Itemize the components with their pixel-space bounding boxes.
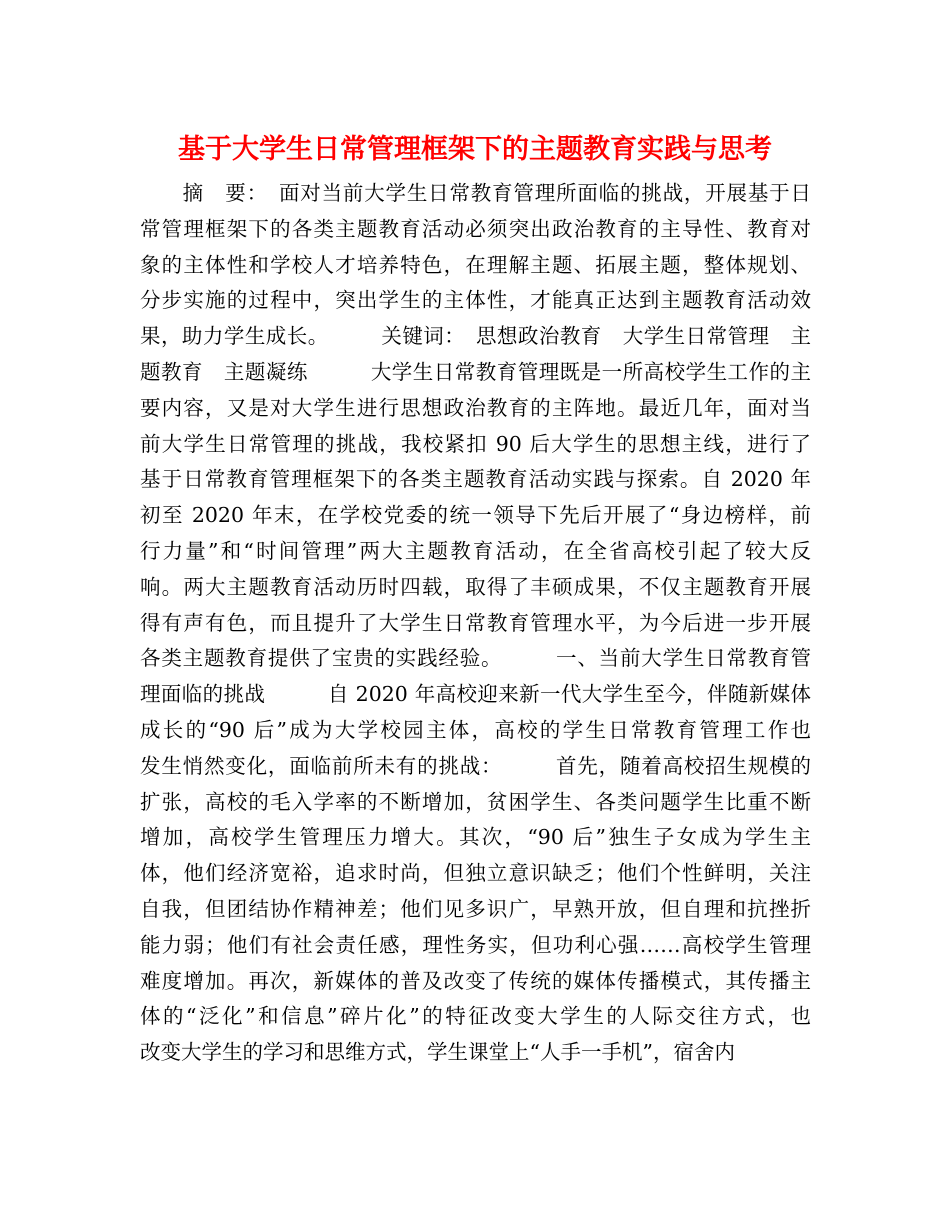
body-line: 象的主体性和学校人才培养特色，在理解主题、拓展主题，整体规划、 <box>140 252 811 277</box>
body-line: 能力弱；他们有社会责任感，理性务实，但功利心强……高校学生管理 <box>140 932 811 957</box>
body-line: 分步实施的过程中，突出学生的主体性，才能真正达到主题教育活动效 <box>140 288 811 313</box>
body-line: 前大学生日常管理的挑战，我校紧扣 90 后大学生的思想主线，进行了 <box>140 431 811 456</box>
body-line: 各类主题教育提供了宝贵的实践经验。 一、当前大学生日常教育管 <box>140 646 811 671</box>
body-line: 自我，但团结协作精神差；他们见多识广，早熟开放，但自理和抗挫折 <box>140 896 811 921</box>
body-line: 理面临的挑战 自 2020 年高校迎来新一代大学生至今，伴随新媒体 <box>140 682 811 707</box>
document-body <box>140 176 811 1071</box>
body-line: 响。两大主题教育活动历时四载，取得了丰硕成果，不仅主题教育开展 <box>140 574 811 599</box>
body-line: 增加，高校学生管理压力增大。其次，“90 后”独生子女成为学生主 <box>140 825 811 850</box>
body-line: 常管理框架下的各类主题教育活动必须突出政治教育的主导性、教育对 <box>140 216 811 241</box>
body-line: 题教育 主题凝练 大学生日常教育管理既是一所高校学生工作的主 <box>140 359 811 384</box>
body-line: 发生悄然变化，面临前所未有的挑战： 首先，随着高校招生规模的 <box>140 753 811 778</box>
body-line: 摘 要： 面对当前大学生日常教育管理所面临的挑战，开展基于日 <box>140 181 811 205</box>
body-line: 要内容，又是对大学生进行思想政治教育的主阵地。最近几年，面对当 <box>140 395 811 420</box>
body-line: 基于日常教育管理框架下的各类主题教育活动实践与探索。自 2020 年 <box>140 467 811 492</box>
body-line: 难度增加。再次，新媒体的普及改变了传统的媒体传播模式，其传播主 <box>140 968 811 993</box>
body-line: 行力量”和“时间管理”两大主题教育活动，在全省高校引起了较大反 <box>140 538 811 563</box>
body-line: 改变大学生的学习和思维方式，学生课堂上“人手一手机”，宿舍内 <box>140 1040 735 1065</box>
body-line: 果，助力学生成长。 关键词： 思想政治教育 大学生日常管理 主 <box>140 324 811 349</box>
body-line: 体的“泛化”和信息”碎片化”的特征改变大学生的人际交往方式，也 <box>140 1004 811 1029</box>
body-line: 体，他们经济宽裕，追求时尚，但独立意识缺乏；他们个性鲜明，关注 <box>140 861 811 886</box>
body-line: 得有声有色，而且提升了大学生日常教育管理水平，为今后进一步开展 <box>140 610 811 635</box>
body-line: 扩张，高校的毛入学率的不断增加，贫困学生、各类问题学生比重不断 <box>140 789 811 814</box>
body-line: 成长的“90 后”成为大学校园主体，高校的学生日常教育管理工作也 <box>140 717 811 742</box>
body-line: 初至 2020 年末，在学校党委的统一领导下先后开展了“身边榜样，前 <box>140 503 811 528</box>
document-title: 基于大学生日常管理框架下的主题教育实践与思考 <box>178 134 772 165</box>
